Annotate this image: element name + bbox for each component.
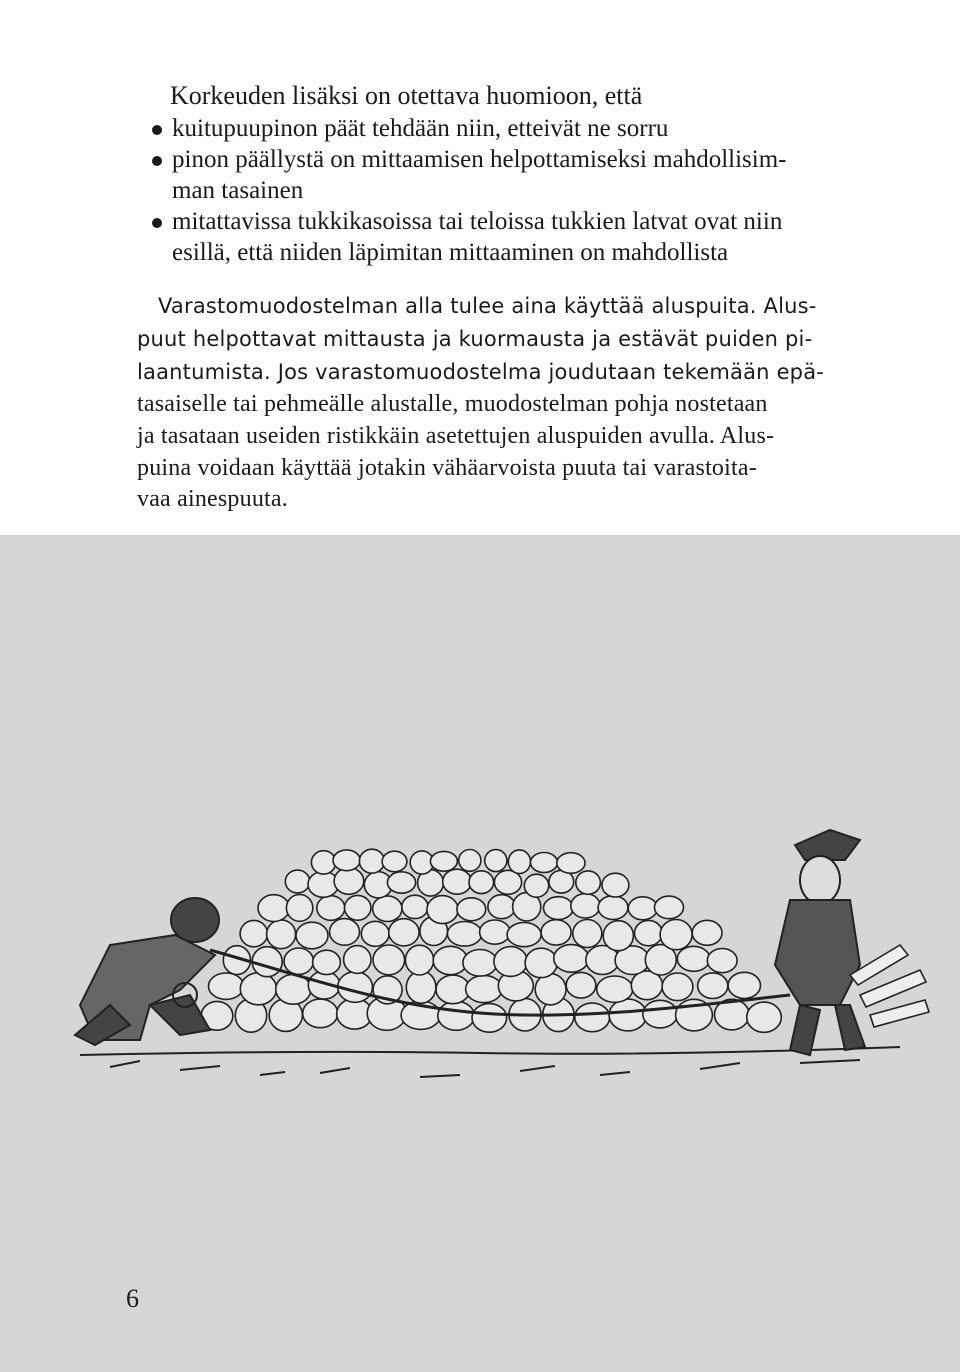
log-end xyxy=(457,898,486,921)
log-end xyxy=(480,920,510,944)
log-end xyxy=(402,895,428,918)
paragraph-line: laantumista. Jos varastomuodostelma joudutaan tekemään epä- xyxy=(137,360,825,384)
log-end xyxy=(359,849,384,873)
bullet-line: esillä, että niiden läpimitan mittaaminen on mahdollista xyxy=(172,239,729,266)
log-end xyxy=(389,919,419,946)
log-end xyxy=(662,973,693,1001)
log-end xyxy=(286,895,312,922)
log-end xyxy=(575,1003,610,1032)
log-end xyxy=(655,896,684,919)
bullet-line: mitattavissa tukkikasoissa tai teloissa tukkien latvat ovat niin xyxy=(172,208,783,235)
text-block xyxy=(0,0,960,535)
crouching-worker xyxy=(75,898,219,1045)
log-end xyxy=(541,920,571,945)
bullet-line: pinon päällystä on mittaamisen helpottamiseksi mahdollisim- xyxy=(172,146,787,173)
log-end xyxy=(345,895,371,920)
log-end xyxy=(602,873,629,897)
log-end xyxy=(472,1004,507,1033)
illustration-drawing xyxy=(0,535,960,1372)
log-end xyxy=(643,1000,678,1028)
log-end xyxy=(427,896,458,924)
log-end xyxy=(430,851,457,871)
log-end xyxy=(436,975,470,1004)
log-end xyxy=(405,945,433,975)
log-end xyxy=(209,973,244,999)
log-end xyxy=(609,999,646,1031)
log-end xyxy=(692,920,722,945)
paragraph-line: puina voidaan käyttää jotakin vähäarvoista puuta tai varastoita- xyxy=(137,455,757,481)
log-end xyxy=(598,896,628,920)
log-end xyxy=(313,950,341,974)
log-end xyxy=(459,850,481,872)
ground-lines xyxy=(80,1047,900,1077)
log-end xyxy=(382,851,407,872)
log-end xyxy=(698,973,728,999)
log-end xyxy=(531,853,558,873)
bullet-item xyxy=(150,206,787,268)
log-end xyxy=(311,851,335,874)
log-end xyxy=(535,974,566,1005)
log-end xyxy=(373,896,402,922)
log-end xyxy=(525,948,557,977)
log-end xyxy=(508,850,530,874)
log-end xyxy=(387,872,415,893)
bullet-item xyxy=(150,144,787,206)
log-end xyxy=(303,999,338,1028)
log-end xyxy=(296,922,328,949)
log-end xyxy=(373,945,405,975)
paragraph-line: puut helpottavat mittausta ja kuormausta ja estävät puiden pi- xyxy=(137,327,813,351)
log-end xyxy=(573,920,602,948)
bullet-line: man tasainen xyxy=(172,177,304,204)
log-end xyxy=(554,945,589,973)
log-end xyxy=(240,973,276,1005)
log-end xyxy=(317,896,345,921)
log-end xyxy=(597,976,633,1002)
side-logs xyxy=(850,945,929,1027)
log-end xyxy=(728,972,760,998)
log-end xyxy=(571,894,600,918)
bullet-item xyxy=(150,113,787,144)
log-end xyxy=(469,871,494,894)
bullet-icon xyxy=(152,125,162,135)
log-end xyxy=(635,920,663,945)
page-number: 6 xyxy=(126,1284,139,1313)
log-end xyxy=(463,950,497,977)
log-end xyxy=(524,874,548,897)
log-end xyxy=(628,897,657,920)
log-end xyxy=(494,947,527,977)
intro-text: Korkeuden lisäksi on otettava huomioon, että xyxy=(170,81,643,110)
log-end xyxy=(285,870,309,893)
log-end xyxy=(258,895,289,922)
paragraph-line: ja tasataan useiden ristikkäin asetettujen aluspuiden avulla. Alus- xyxy=(137,423,775,449)
log-end xyxy=(252,947,282,977)
log-end xyxy=(603,921,633,951)
log-end xyxy=(576,871,601,894)
log-pile-measurement-illustration xyxy=(0,535,960,1372)
bullet-icon xyxy=(152,218,162,228)
log-end xyxy=(507,923,541,947)
standing-worker xyxy=(775,830,865,1055)
log-end xyxy=(707,949,737,973)
bullet-icon xyxy=(152,156,162,166)
log-end xyxy=(566,972,596,998)
paragraph-line: vaa ainespuuta. xyxy=(137,486,288,512)
log-end xyxy=(677,946,710,971)
bullet-list xyxy=(150,113,787,268)
log-end xyxy=(485,850,507,872)
paragraph-line: Varastomuodostelman alla tulee aina käyttää aluspuita. Alus- xyxy=(158,294,817,318)
log-end xyxy=(747,1002,782,1032)
log-end xyxy=(544,897,574,920)
log-end xyxy=(406,971,436,1003)
paragraph-line: tasaiselle tai pehmeälle alustalle, muodostelman pohja nostetaan xyxy=(137,391,768,417)
log-end xyxy=(361,921,389,946)
log-end xyxy=(267,920,296,949)
log-end xyxy=(557,853,585,874)
log-end xyxy=(330,919,360,946)
log-end xyxy=(447,922,481,947)
log-end xyxy=(488,895,515,919)
log-end xyxy=(438,1001,475,1030)
log-end xyxy=(344,946,371,974)
bullet-line: kuitupuupinon päät tehdään niin, etteivät ne sorru xyxy=(172,115,669,142)
log-end xyxy=(240,920,267,946)
log-end xyxy=(466,975,503,1002)
log-end xyxy=(660,920,692,950)
log-end xyxy=(284,948,313,974)
log-end xyxy=(443,869,472,894)
log-end xyxy=(333,850,360,871)
log-end xyxy=(334,868,364,895)
